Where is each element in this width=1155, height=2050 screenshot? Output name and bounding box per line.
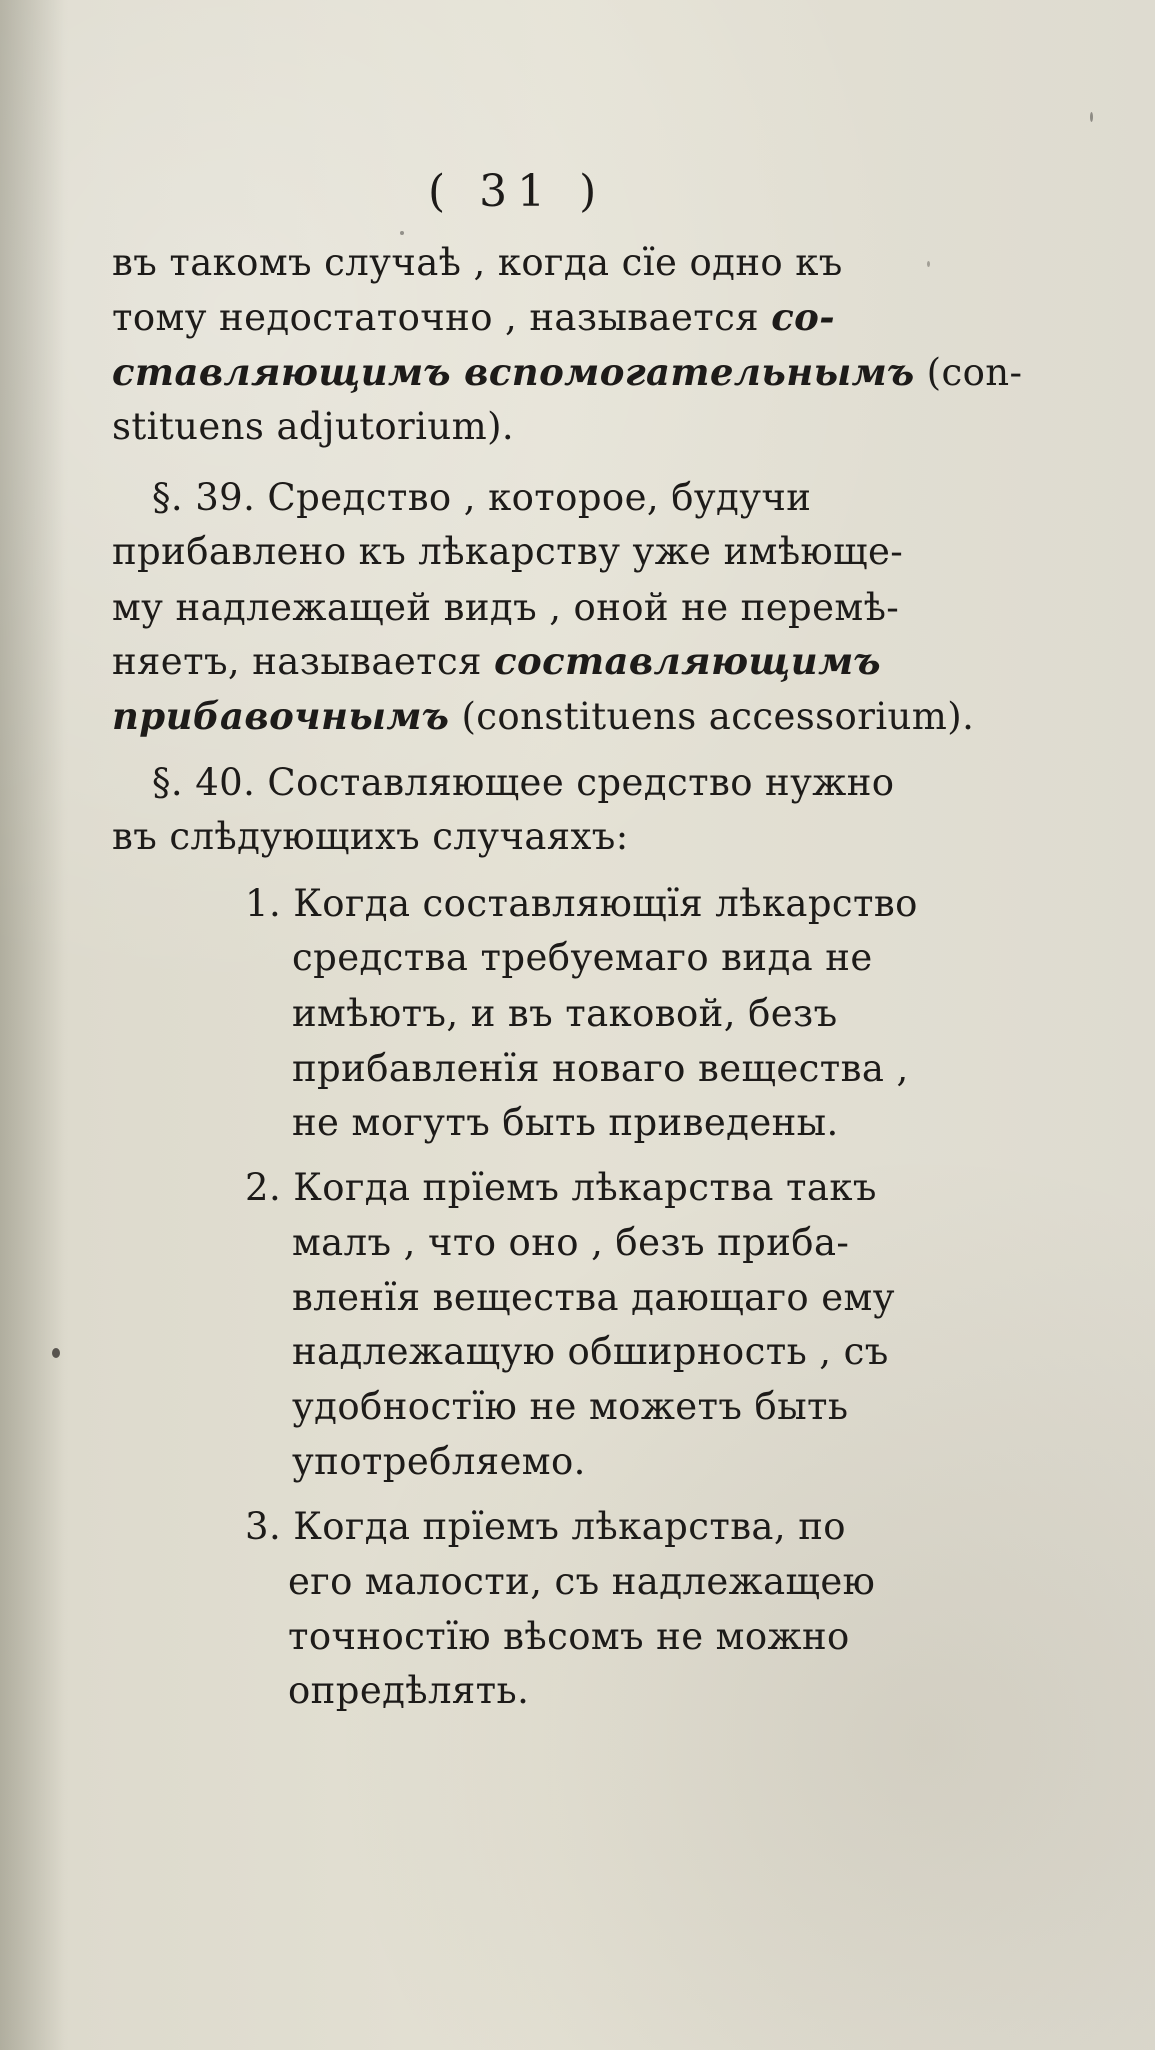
list-item-2-line-1: 2. Когда прїемъ лѣкарства такъ: [245, 1166, 877, 1209]
page-edge-shadow: [0, 0, 64, 2050]
list-item-3-line-3: точностїю вѣсомъ не можно: [288, 1615, 850, 1658]
ink-speck: [400, 231, 404, 235]
paragraph-40-line-1: §. 40. Составляющее средство нужно: [152, 761, 895, 804]
ink-speck: [927, 261, 930, 267]
paragraph-39-line-2: прибавлено къ лѣкарству уже имѣюще-: [112, 530, 904, 573]
page-number: ( 31 ): [428, 166, 607, 217]
list-item-2-line-2: малъ , что оно , безъ приба-: [292, 1221, 850, 1264]
list-item-2-line-6: употребляемо.: [292, 1440, 586, 1483]
text-line-4: stituens adjutorium).: [112, 405, 515, 448]
list-item-3-line-2: его малости, съ надлежащею: [288, 1560, 876, 1603]
paragraph-39-line-1: §. 39. Средство , которое, будучи: [152, 476, 812, 519]
ink-speck: [1090, 112, 1093, 122]
text-line-1: въ такомъ случаѣ , когда сїе одно къ: [112, 241, 843, 284]
paragraph-39-line-3: му надлежащей видъ , оной не перемѣ-: [112, 586, 900, 629]
list-item-1-line-1: 1. Когда составляющїя лѣкарство: [245, 882, 918, 925]
ink-speck: [52, 1348, 60, 1358]
list-item-1-line-5: не могутъ быть приведены.: [292, 1101, 839, 1144]
list-item-2-line-3: вленїя вещества дающаго ему: [292, 1276, 895, 1319]
paragraph-40-line-2: въ слѣдующихъ случаяхъ:: [112, 815, 629, 858]
list-item-1-line-2: средства требуемаго вида не: [292, 936, 873, 979]
paragraph-39-line-5: прибавочнымъ (constituens accessorium).: [112, 694, 975, 738]
list-item-1-line-3: имѣютъ, и въ таковой, безъ: [292, 992, 838, 1035]
list-item-2-line-5: удобностїю не можетъ быть: [292, 1385, 849, 1428]
list-item-1-line-4: прибавленїя новаго вещества ,: [292, 1047, 909, 1090]
list-item-3-line-1: 3. Когда прїемъ лѣкарства, по: [245, 1505, 846, 1548]
list-item-3-line-4: опредѣлять.: [288, 1669, 530, 1712]
text-line-2: тому недостаточно , называется со-: [112, 295, 835, 339]
paragraph-39-line-4: няетъ, называется составляющимъ: [112, 639, 881, 683]
text-line-3: ставляющимъ вспомогательнымъ (con-: [112, 350, 1023, 394]
list-item-2-line-4: надлежащую обширность , съ: [292, 1330, 889, 1373]
